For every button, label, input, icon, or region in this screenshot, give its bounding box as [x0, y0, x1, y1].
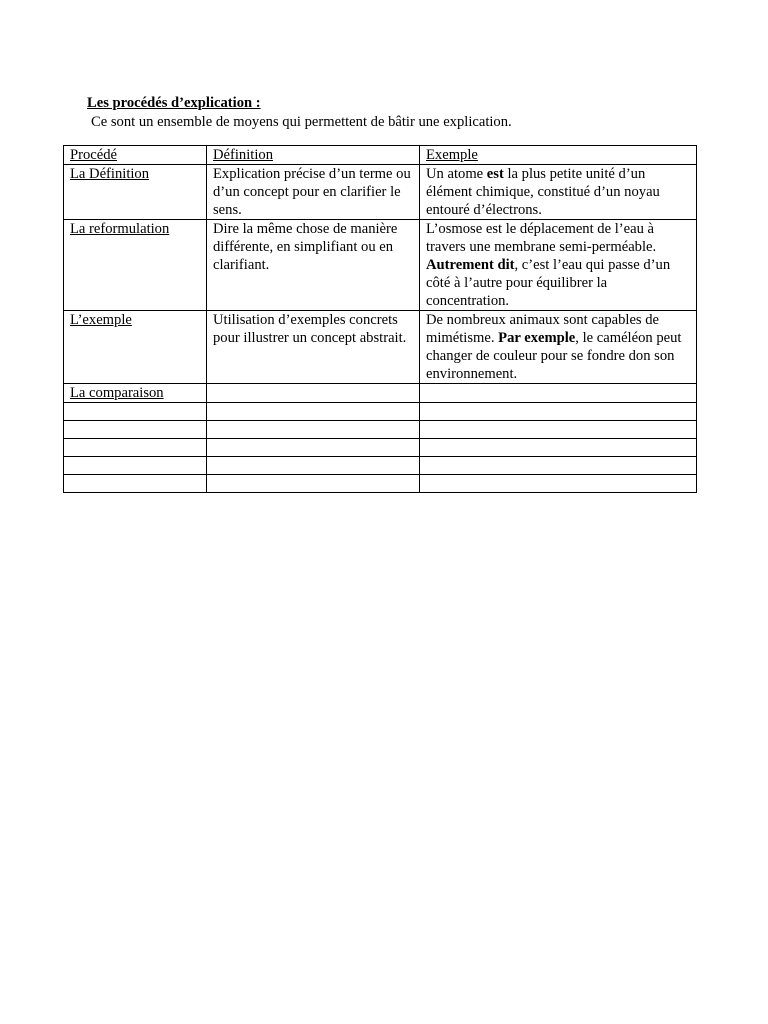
- definition-cell: Utilisation d’exemples concrets pour illustrer un concept abstrait.: [207, 311, 420, 384]
- definition-cell: [207, 384, 420, 403]
- table-row: [64, 311, 697, 384]
- empty-row: [64, 475, 697, 493]
- exemple-text: Un atome: [426, 166, 487, 182]
- intro-text: Ce sont un ensemble de moyens qui permettent de bâtir une explication.: [91, 114, 512, 130]
- exemple-text: L’osmose est le déplacement de l’eau à travers une membrane semi-perméable.: [426, 221, 657, 255]
- exemple-text: la plus petite unité d’un élément chimique, constitué d’un noyau entouré d’électrons.: [426, 166, 660, 218]
- empty-cell: [207, 439, 420, 457]
- exemple-text: , c’est l’eau qui passe d’un côté à l’autre pour équilibrer la concentration.: [426, 257, 671, 309]
- procede-name: La reformulation: [64, 220, 207, 311]
- empty-row: [64, 457, 697, 475]
- header-procede: Procédé: [64, 146, 207, 165]
- empty-cell: [64, 457, 207, 475]
- empty-cell: [420, 439, 697, 457]
- definition-cell: Explication précise d’un terme ou d’un concept pour en clarifier le sens.: [207, 165, 420, 220]
- empty-row: [64, 403, 697, 421]
- empty-row: [64, 421, 697, 439]
- exemple-cell: [420, 165, 697, 220]
- table-row: [64, 220, 697, 311]
- procedes-table: [63, 145, 697, 493]
- empty-cell: [420, 475, 697, 493]
- empty-cell: [207, 403, 420, 421]
- empty-cell: [64, 439, 207, 457]
- empty-cell: [207, 475, 420, 493]
- empty-cell: [207, 457, 420, 475]
- exemple-keyword: Autrement dit: [426, 257, 515, 273]
- exemple-keyword: est: [486, 166, 504, 182]
- exemple-cell: [420, 384, 697, 403]
- empty-row: [64, 439, 697, 457]
- procede-name: La Définition: [64, 165, 207, 220]
- empty-cell: [64, 475, 207, 493]
- procede-name: L’exemple: [64, 311, 207, 384]
- exemple-cell: [420, 311, 697, 384]
- empty-cell: [64, 403, 207, 421]
- empty-cell: [64, 421, 207, 439]
- exemple-cell: [420, 220, 697, 311]
- exemple-keyword: Par exemple: [498, 330, 576, 346]
- header-exemple: Exemple: [420, 146, 697, 165]
- empty-cell: [420, 403, 697, 421]
- empty-cell: [420, 457, 697, 475]
- table-row: [64, 165, 697, 220]
- empty-cell: [207, 421, 420, 439]
- empty-cell: [420, 421, 697, 439]
- exemple-text: , le caméléon peut changer de couleur pour se fondre don son environnement.: [426, 330, 682, 382]
- table-header-row: [64, 146, 697, 165]
- header-definition: Définition: [207, 146, 420, 165]
- table-row: [64, 384, 697, 403]
- procede-name: La comparaison: [64, 384, 207, 403]
- section-heading: Les procédés d’explication :: [87, 95, 261, 111]
- definition-cell: Dire la même chose de manière différente, en simplifiant ou en clarifiant.: [207, 220, 420, 311]
- exemple-text: De nombreux animaux sont capables de mimétisme.: [426, 312, 660, 346]
